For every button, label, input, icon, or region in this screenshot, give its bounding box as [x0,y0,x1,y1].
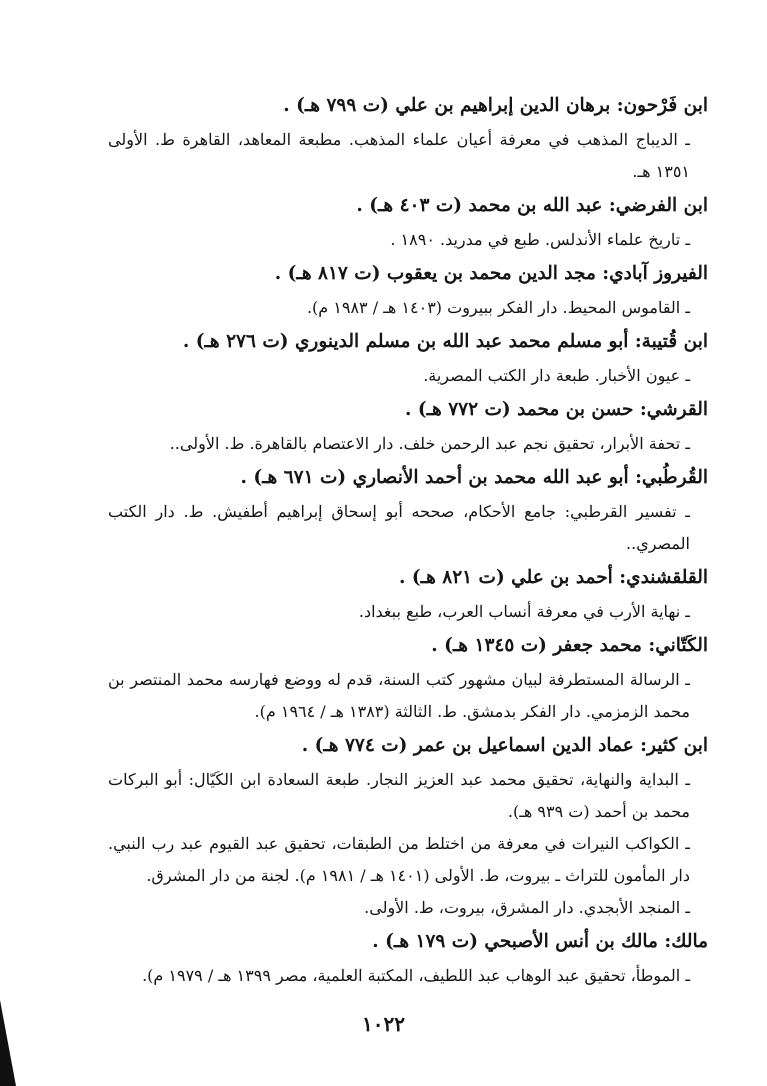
work-reference: ـ الديباج المذهب في معرفة أعيان علماء المذهب. مطبعة المعاهد، القاهرة ط. الأولى ١٣٥١ هـ. [108,130,690,181]
page-edge-shadow [0,1000,16,1086]
work-reference: ـ عيون الأخبار. طبعة دار الكتب المصرية. [423,366,690,385]
author-heading: الفيروز آبادي: مجد الدين محمد بن يعقوب (ت ٨١٧ هـ) . [274,263,708,284]
bibliography-entry [108,560,708,628]
author-heading: مالك: مالك بن أنس الأصبحي (ت ١٧٩ هـ) . [372,931,708,952]
work-reference: ـ تاريخ علماء الأندلس. طبع في مدريد. ١٨٩٠ . [390,230,690,249]
work-reference: ـ المنجد الأبجدي. دار المشرق، بيروت، ط. الأولى. [364,898,690,917]
work-reference: ـ نهاية الأرب في معرفة أنساب العرب، طبع ببغداد. [358,602,690,621]
bibliography-entry [108,256,708,324]
work-reference: ـ تحفة الأبرار، تحقيق نجم عبد الرحمن خلف. دار الاعتصام بالقاهرة. ط. الأولى.. [169,434,690,453]
work-reference: ـ الرسالة المستطرفة لبيان مشهور كتب السنة، قدم له ووضع فهارسه محمد المنتصر بن محمد الزمزمي. دار الفكر بدمشق. ط. الثالثة (١٣٨٣ هـ / ١٩٦٤ م). [108,670,690,721]
page-number: ١٠٢٢ [362,1012,405,1036]
bibliography-entry [108,924,708,992]
bibliography-entry [108,628,708,728]
author-heading: الكَتّاني: محمد جعفر (ت ١٣٤٥ هـ) . [431,635,708,656]
author-heading: القلقشندي: أحمد بن علي (ت ٨٢١ هـ) . [399,567,708,588]
bibliography-entry [108,88,708,188]
bibliography-entry [108,392,708,460]
author-heading: ابن فَرْحون: برهان الدين إبراهيم بن علي (ت ٧٩٩ هـ) . [283,95,708,116]
bibliography-entry [108,324,708,392]
work-reference: ـ الكواكب النيرات في معرفة من اختلط من الطبقات، تحقيق عبد القيوم عبد رب النبي. دار المأمون للتراث ـ بيروت، ط. الأولى (١٤٠١ هـ / ١٩٨١ م). لجنة من دار المشرق. [108,834,690,885]
work-reference: ـ القاموس المحيط. دار الفكر ببيروت (١٤٠٣ هـ / ١٩٨٣ م). [306,298,690,317]
work-reference: ـ تفسير القرطبي: جامع الأحكام، صححه أبو إسحاق إبراهيم أطفيش. ط. دار الكتب المصري.. [108,502,690,553]
author-heading: القُرطُبي: أبو عبد الله محمد بن أحمد الأنصاري (ت ٦٧١ هـ) . [240,467,708,488]
author-heading: ابن قُتيبة: أبو مسلم محمد عبد الله بن مسلم الدينوري (ت ٢٧٦ هـ) . [182,331,708,352]
work-reference: ـ البداية والنهاية، تحقيق محمد عبد العزيز النجار. طبعة السعادة ابن الكَيّال: أبو البركات محمد بن أحمد (ت ٩٣٩ هـ). [108,770,690,821]
author-heading: ابن الفرضي: عبد الله بن محمد (ت ٤٠٣ هـ) . [356,195,708,216]
bibliography-entry [108,460,708,560]
bibliography-page [108,88,708,992]
bibliography-entry [108,728,708,924]
author-heading: ابن كثير: عماد الدين اسماعيل بن عمر (ت ٧٧٤ هـ) . [301,735,708,756]
author-heading: القرشي: حسن بن محمد (ت ٧٧٢ هـ) . [404,399,708,420]
bibliography-entry [108,188,708,256]
work-reference: ـ الموطأ، تحقيق عبد الوهاب عبد اللطيف، المكتبة العلمية، مصر ١٣٩٩ هـ / ١٩٧٩ م). [142,966,690,985]
